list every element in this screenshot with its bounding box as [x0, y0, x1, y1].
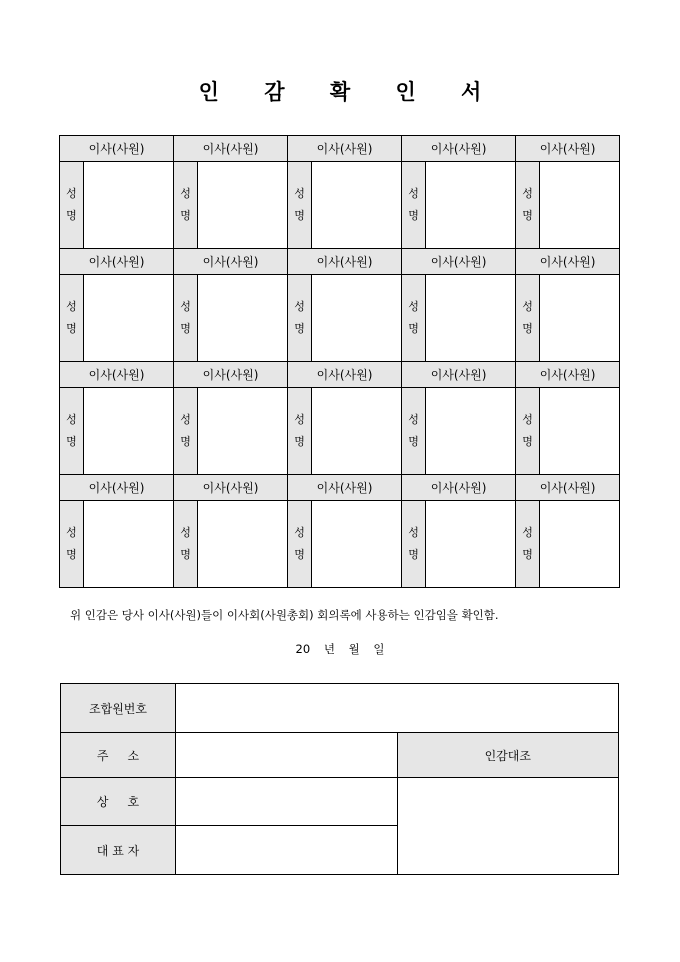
director-header-label: 이사(사원) [516, 249, 620, 275]
name-label-char-1: 성 [180, 300, 191, 313]
name-label-char-2: 명 [522, 209, 533, 222]
seal-box[interactable] [84, 501, 174, 588]
director-header-label: 이사(사원) [402, 249, 516, 275]
seal-box[interactable] [198, 162, 288, 249]
name-label-char-1: 성 [180, 526, 191, 539]
name-label [60, 501, 84, 588]
seal-box[interactable] [198, 501, 288, 588]
name-label-char-1: 성 [180, 413, 191, 426]
director-header-label: 이사(사원) [288, 136, 402, 162]
seal-box[interactable] [540, 388, 620, 475]
member-number-label: 조합원번호 [61, 684, 176, 733]
seal-box[interactable] [312, 501, 402, 588]
confirmation-statement: 위 인감은 당사 이사(사원)들이 이사회(사원총회) 회의록에 사용하는 인감임을 확인함. [70, 608, 499, 622]
director-header-label: 이사(사원) [60, 475, 174, 501]
seal-box[interactable] [540, 501, 620, 588]
name-label-char-1: 성 [408, 187, 419, 200]
name-label [516, 388, 540, 475]
seal-box[interactable] [198, 275, 288, 362]
seal-box[interactable] [426, 388, 516, 475]
director-seal-grid [59, 135, 620, 588]
representative-field[interactable] [176, 826, 398, 875]
member-number-field[interactable] [176, 684, 619, 733]
seal-box[interactable] [540, 162, 620, 249]
name-label-char-1: 성 [522, 526, 533, 539]
name-label-char-2: 명 [522, 435, 533, 448]
name-label-char-1: 성 [408, 300, 419, 313]
company-name-label: 상 호 [61, 778, 176, 826]
name-label-char-2: 명 [66, 322, 77, 335]
name-label-char-1: 성 [294, 300, 305, 313]
director-header-label: 이사(사원) [174, 362, 288, 388]
name-label-char-2: 명 [66, 548, 77, 561]
company-name-field[interactable] [176, 778, 398, 826]
name-label [516, 275, 540, 362]
director-header-label: 이사(사원) [288, 362, 402, 388]
name-label-char-2: 명 [180, 548, 191, 561]
name-label [174, 275, 198, 362]
name-label [402, 501, 426, 588]
name-label [516, 501, 540, 588]
name-label-char-1: 성 [180, 187, 191, 200]
seal-box[interactable] [84, 162, 174, 249]
name-label-char-2: 명 [294, 209, 305, 222]
seal-box[interactable] [312, 162, 402, 249]
name-label [60, 162, 84, 249]
director-header-label: 이사(사원) [402, 475, 516, 501]
seal-box[interactable] [84, 388, 174, 475]
name-label-char-1: 성 [66, 187, 77, 200]
seal-box[interactable] [426, 501, 516, 588]
director-header-label: 이사(사원) [288, 475, 402, 501]
director-header-label: 이사(사원) [516, 475, 620, 501]
name-label-char-1: 성 [408, 526, 419, 539]
name-label [174, 388, 198, 475]
name-label-char-1: 성 [294, 413, 305, 426]
name-label [402, 388, 426, 475]
representative-label: 대 표 자 [61, 826, 176, 875]
name-label [174, 501, 198, 588]
name-label-char-2: 명 [408, 209, 419, 222]
name-label-char-2: 명 [180, 435, 191, 448]
seal-box[interactable] [540, 275, 620, 362]
name-label [288, 275, 312, 362]
name-label-char-1: 성 [522, 413, 533, 426]
name-label-char-2: 명 [294, 322, 305, 335]
name-label [174, 162, 198, 249]
name-label-char-2: 명 [180, 209, 191, 222]
name-label [60, 388, 84, 475]
seal-box[interactable] [84, 275, 174, 362]
director-header-label: 이사(사원) [174, 136, 288, 162]
name-label-char-1: 성 [408, 413, 419, 426]
director-header-label: 이사(사원) [60, 136, 174, 162]
name-label-char-1: 성 [66, 300, 77, 313]
director-header-label: 이사(사원) [402, 136, 516, 162]
director-header-label: 이사(사원) [516, 136, 620, 162]
address-field[interactable] [176, 733, 398, 778]
name-label-char-1: 성 [66, 526, 77, 539]
name-label-char-1: 성 [522, 187, 533, 200]
name-label [60, 275, 84, 362]
name-label-char-2: 명 [180, 322, 191, 335]
director-header-label: 이사(사원) [516, 362, 620, 388]
name-label-char-2: 명 [522, 322, 533, 335]
director-header-label: 이사(사원) [174, 249, 288, 275]
seal-box[interactable] [198, 388, 288, 475]
name-label [288, 388, 312, 475]
seal-box[interactable] [426, 162, 516, 249]
name-label-char-2: 명 [294, 548, 305, 561]
seal-box[interactable] [426, 275, 516, 362]
document-title: 인 감 확 인 서 [198, 79, 501, 104]
director-header-label: 이사(사원) [60, 249, 174, 275]
name-label-char-1: 성 [294, 526, 305, 539]
director-header-label: 이사(사원) [288, 249, 402, 275]
seal-box[interactable] [312, 388, 402, 475]
seal-compare-box[interactable] [397, 778, 619, 875]
director-header-label: 이사(사원) [60, 362, 174, 388]
name-label-char-2: 명 [408, 435, 419, 448]
name-label-char-2: 명 [66, 435, 77, 448]
name-label [288, 162, 312, 249]
name-label [288, 501, 312, 588]
name-label-char-1: 성 [522, 300, 533, 313]
name-label [402, 275, 426, 362]
seal-compare-label: 인감대조 [397, 733, 619, 778]
address-label: 주 소 [61, 733, 176, 778]
company-info-table [60, 683, 619, 875]
name-label-char-1: 성 [66, 413, 77, 426]
name-label [516, 162, 540, 249]
name-label-char-2: 명 [408, 548, 419, 561]
date-line: 20 년 월 일 [295, 642, 385, 656]
name-label-char-1: 성 [294, 187, 305, 200]
seal-box[interactable] [312, 275, 402, 362]
name-label-char-2: 명 [294, 435, 305, 448]
name-label-char-2: 명 [66, 209, 77, 222]
director-header-label: 이사(사원) [402, 362, 516, 388]
name-label-char-2: 명 [522, 548, 533, 561]
director-header-label: 이사(사원) [174, 475, 288, 501]
name-label-char-2: 명 [408, 322, 419, 335]
name-label [402, 162, 426, 249]
